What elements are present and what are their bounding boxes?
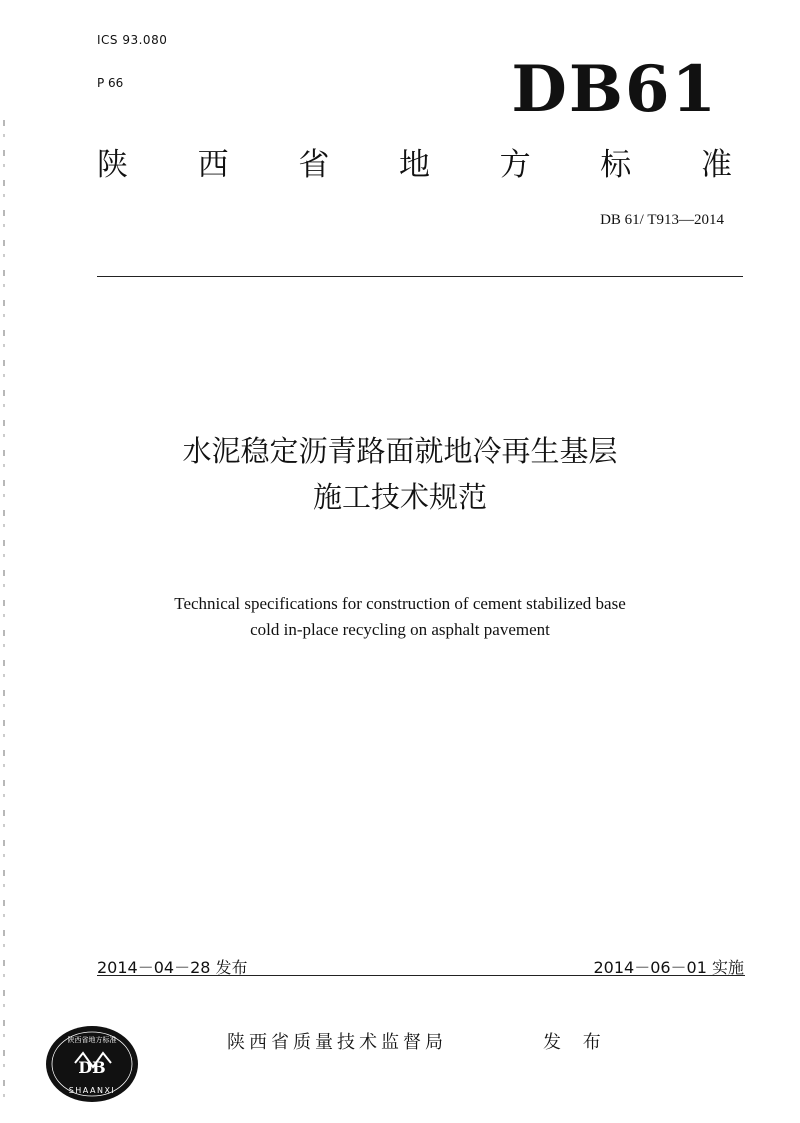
standard-number: DB 61/ T913—2014 [600, 212, 724, 228]
english-title-line-1: Technical specifications for construction of cement stabilized base [174, 594, 626, 613]
svg-text:SHAANXI: SHAANXI [68, 1086, 116, 1095]
issuing-authority: 陕西省质量技术监督局 [227, 1032, 447, 1053]
footer-divider [97, 975, 745, 976]
svg-text:陕西省地方标准: 陕西省地方标准 [67, 1036, 117, 1044]
english-title-line-2: cold in-place recycling on asphalt pavement [250, 620, 550, 639]
issue-date: 2014－04－28 发布 [97, 958, 248, 977]
standard-type-char: 方 [499, 147, 531, 183]
header-divider [97, 276, 743, 277]
standard-type-char: 西 [197, 147, 229, 183]
shaanxi-standard-seal-icon [45, 1025, 139, 1103]
classification-code: P 66 [97, 76, 124, 90]
publish-label: 发 布 [543, 1032, 609, 1053]
svg-text:DB: DB [78, 1058, 106, 1077]
standard-type-char: 地 [398, 147, 430, 183]
standard-type-char: 陕 [97, 147, 128, 183]
standard-type-char: 准 [700, 147, 732, 183]
chinese-title-line-1: 水泥稳定沥青路面就地冷再生基层 [182, 434, 618, 468]
standard-type-char: 标 [600, 147, 632, 183]
db61-logo: DB61 [511, 52, 718, 127]
implementation-date: 2014－06－01 实施 [593, 958, 744, 977]
standard-type-title [97, 147, 732, 183]
ics-code: ICS 93.080 [97, 33, 168, 47]
standard-type-char: 省 [298, 147, 330, 183]
chinese-title-line-2: 施工技术规范 [312, 480, 487, 514]
